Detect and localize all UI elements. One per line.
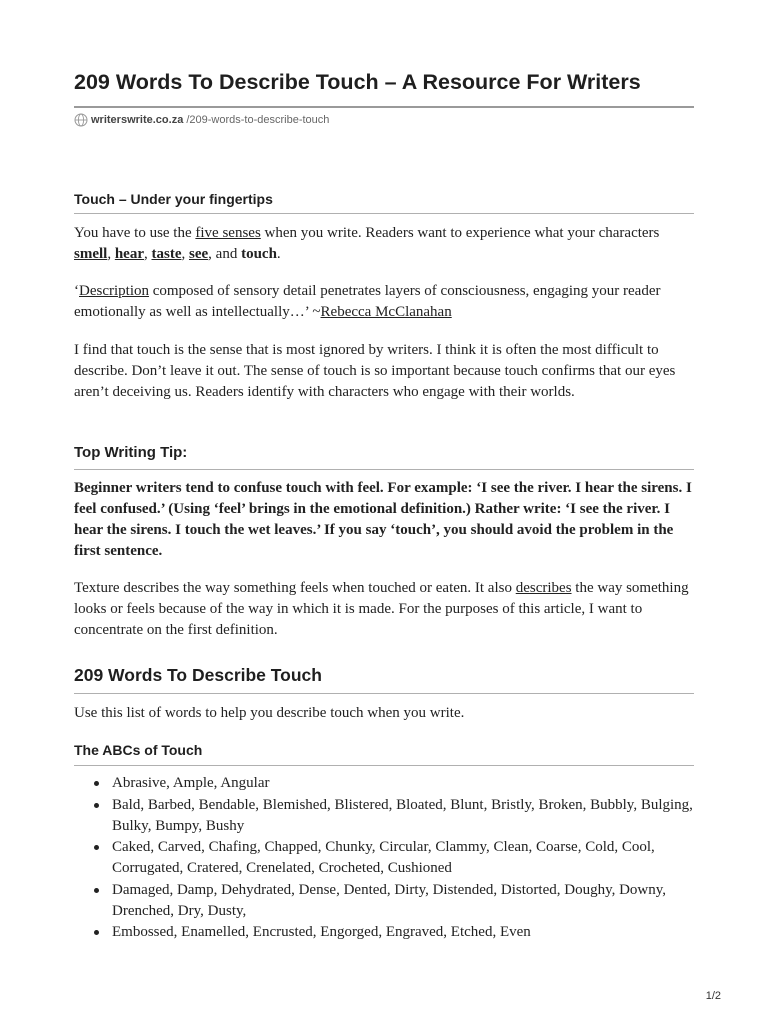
abc-divider (74, 765, 694, 766)
touch-words-list (74, 773, 694, 944)
text: . (276, 246, 281, 262)
touch-word: touch (241, 246, 277, 262)
words-heading: 209 Words To Describe Touch (74, 665, 322, 685)
text: when you write. Readers want to experience what your characters (260, 225, 660, 241)
list-item: Abrasive, Ample, Angular (74, 773, 694, 794)
source-domain: writerswrite.co.za (91, 114, 184, 126)
text: ‘ (74, 283, 79, 299)
body-paragraph: I find that touch is the sense that is most ignored by writers. I think it is often the most difficult to describe. Don’t leave it out. The sense of touch is so important because touch confirms that our eyes aren’t deceiving us. Readers identify with characters who engage with their worlds. (74, 342, 676, 400)
page-title: 209 Words To Describe Touch – A Resource For Writers (74, 70, 641, 94)
page-number: 1/2 (705, 990, 721, 1002)
hear-link[interactable]: hear (114, 246, 144, 262)
intro-paragraph (74, 223, 694, 265)
abc-heading: The ABCs of Touch (74, 742, 203, 758)
words-divider (74, 693, 694, 694)
words-intro: Use this list of words to help you describe touch when you write. (74, 705, 465, 721)
text: You have to use the (74, 225, 196, 241)
list-item: Embossed, Enamelled, Encrusted, Engorged, Engraved, Etched, Even (74, 922, 694, 943)
text: composed of sensory detail penetrates layers of consciousness, engaging your reader emotionally as well as intellectually…’ ~ (74, 283, 661, 320)
text: Texture describes the way something feels when touched or eaten. It also (74, 580, 516, 596)
smell-link[interactable]: smell (74, 246, 108, 262)
quote-paragraph (74, 281, 694, 323)
text: , and (208, 246, 242, 262)
five-senses-link[interactable]: five senses (195, 225, 261, 241)
author-link[interactable]: Rebecca McClanahan (320, 304, 452, 320)
source-url[interactable] (74, 113, 329, 127)
description-link[interactable]: Description (79, 283, 149, 299)
list-item: Caked, Carved, Chafing, Chapped, Chunky, Circular, Clammy, Clean, Coarse, Cold, Cool, Corrugated, Cratered, Crenelated, Crocheted, Cushioned (74, 837, 694, 879)
text: , (144, 246, 152, 262)
source-path: /209-words-to-describe-touch (186, 114, 330, 126)
text: the way something looks or feels because of the way in which it is made. For the purposes of this article, I want to concentrate on the first definition. (74, 580, 689, 638)
describes-link[interactable]: describes (515, 580, 572, 596)
title-divider (74, 106, 694, 108)
list-item: Damaged, Damp, Dehydrated, Dense, Dented, Dirty, Distended, Distorted, Doughy, Downy, Drenched, Dry, Dusty, (74, 880, 694, 922)
section-divider (74, 213, 694, 214)
text: , (181, 246, 189, 262)
taste-link[interactable]: taste (151, 246, 182, 262)
globe-icon (74, 113, 88, 127)
tip-body: Beginner writers tend to confuse touch with feel. For example: ‘I see the river. I hear the sirens. I feel confused.’ (Using ‘feel’ brings in the emotional definition.) Rather write: ‘I see the river. I hear the sirens. I touch the wet leaves.’ If you say ‘touch’, you should avoid the problem in the first sentence. (74, 480, 692, 559)
section-heading-touch: Touch – Under your fingertips (74, 191, 273, 207)
list-item: Bald, Barbed, Bendable, Blemished, Blistered, Bloated, Blunt, Bristly, Broken, Bubbly, Bulging, Bulky, Bumpy, Bushy (74, 795, 694, 837)
texture-paragraph (74, 578, 694, 641)
tip-heading: Top Writing Tip: (74, 444, 188, 461)
text: , (107, 246, 115, 262)
tip-divider (74, 469, 694, 470)
see-link[interactable]: see (189, 246, 209, 262)
